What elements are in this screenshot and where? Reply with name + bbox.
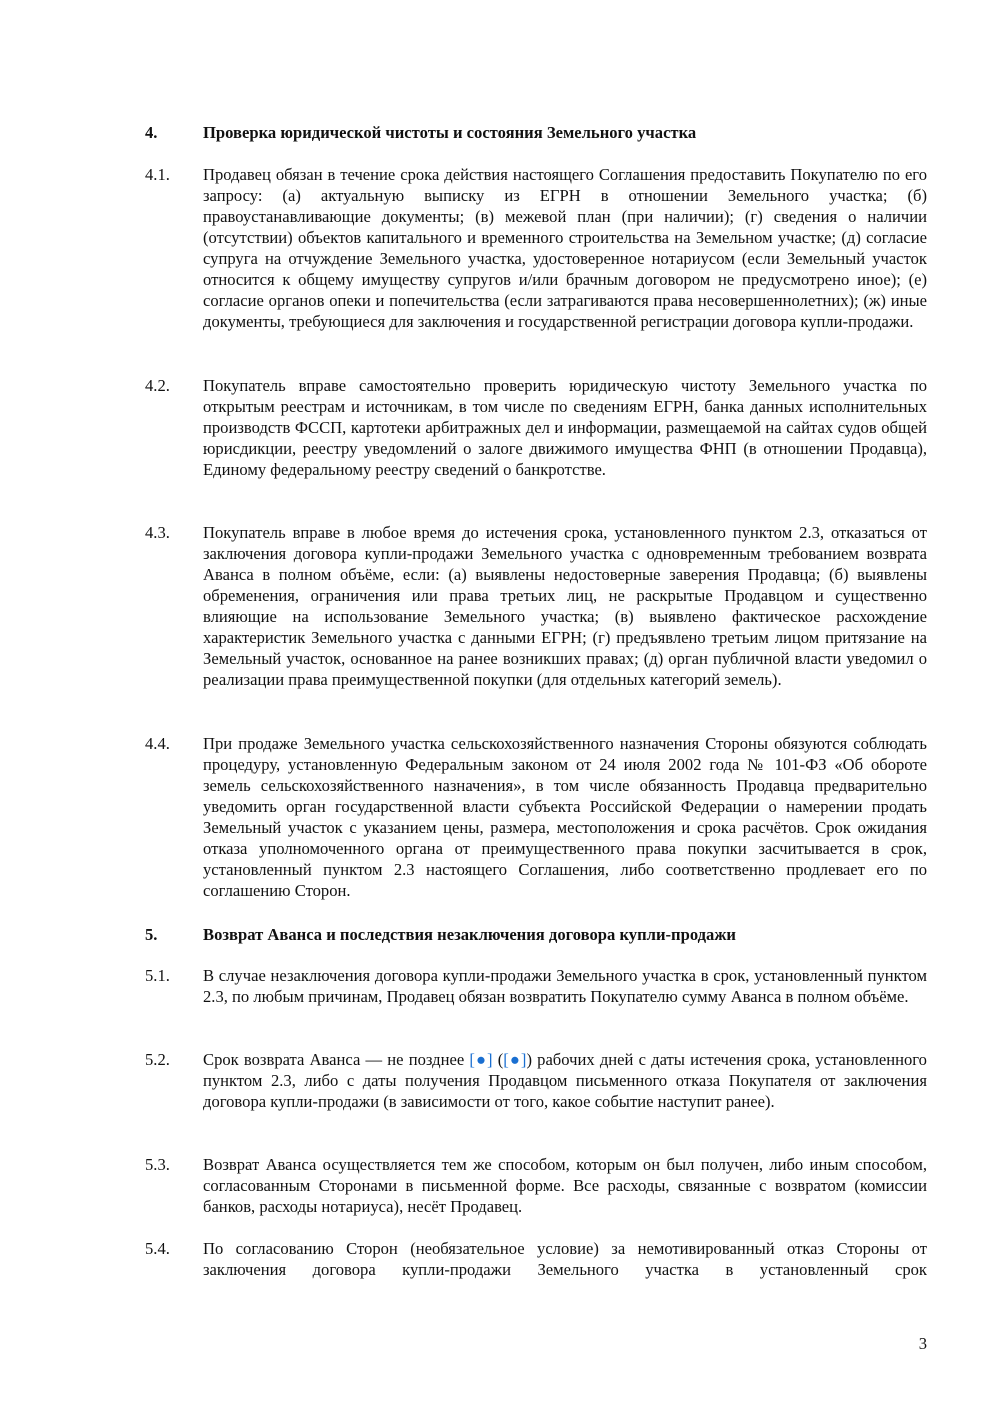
clause-4-2 bbox=[145, 375, 927, 480]
placeholder-field[interactable]: [●] bbox=[503, 1050, 527, 1069]
clause-4-1 bbox=[145, 164, 927, 332]
clause-text-part: ) рабочих дней с даты истечения срока, установленного пунктом 2.3, либо с даты получения Продавцом письменного отказа Покупателя от заключения договора купли-продажи (в зависимости от того, какое событие наступит ранее). bbox=[203, 1050, 927, 1111]
clause-number: 4.1. bbox=[145, 165, 170, 184]
clause-number: 4.2. bbox=[145, 376, 170, 395]
clause-5-4 bbox=[145, 1238, 927, 1280]
clause-5-3 bbox=[145, 1154, 927, 1217]
clause-text: По согласованию Сторон (необязательное условие) за немотивированный отказ Стороны от заключения договора купли-продажи Земельного участка в установленный срок bbox=[203, 1239, 927, 1279]
clause-number: 5.4. bbox=[145, 1239, 170, 1258]
section-4-heading bbox=[145, 122, 927, 143]
section-5-heading bbox=[145, 924, 927, 945]
clause-4-4 bbox=[145, 733, 927, 901]
section-number: 4. bbox=[145, 123, 158, 142]
placeholder-field[interactable]: [●] bbox=[469, 1050, 493, 1069]
clause-4-3 bbox=[145, 522, 927, 690]
clause-text: Продавец обязан в течение срока действия настоящего Соглашения предоставить Покупателю по его запросу: (а) актуальную выписку из ЕГРН в отношении Земельного участка; (б) правоустанавливающие документы; (в) межевой план (при наличии); (г) сведения о наличии (отсутствии) объектов капитального и временного строительства на Земельном участке; (д) согласие супруга на отчуждение Земельного участка, удостоверенное нотариусом (если Земельный участок относится к общему имуществу супругов и/или брачным договором не предусмотрено иное); (е) согласие органов опеки и попечительства (если затрагиваются права несовершеннолетних); (ж) иные документы, требующиеся для заключения и государственной регистрации договора купли-продажи. bbox=[203, 165, 927, 331]
clause-number: 4.4. bbox=[145, 734, 170, 753]
clause-5-1 bbox=[145, 965, 927, 1007]
clause-number: 5.1. bbox=[145, 966, 170, 985]
clause-number: 5.3. bbox=[145, 1155, 170, 1174]
clause-text-part: ( bbox=[492, 1050, 504, 1069]
clause-text: Покупатель вправе самостоятельно проверить юридическую чистоту Земельного участка по открытым реестрам и источникам, в том числе по сведениям ЕГРН, банка данных исполнительных производств ФССП, картотеки арбитражных дел и информации, размещаемой на сайтах судов общей юрисдикции, реестру уведомлений о залоге движимого имущества ФНП (в отношении Продавца), Единому федеральному реестру сведений о банкротстве. bbox=[203, 376, 927, 479]
clause-text: При продаже Земельного участка сельскохозяйственного назначения Стороны обязуются соблюдать процедуру, установленную Федеральным законом от 24 июля 2002 года № 101-ФЗ «Об обороте земель сельскохозяйственного назначения», в том числе обязанность Продавца предварительно уведомить орган государственной власти субъекта Российской Федерации о намерении продать Земельный участок с указанием цены, размера, местоположения и срока расчётов. Срок ожидания отказа уполномоченного органа от преимущественного права покупки засчитывается в срок, установленный пунктом 2.3 настоящего Соглашения, либо соответственно продлевает его по соглашению Сторон. bbox=[203, 734, 927, 900]
clause-5-2 bbox=[145, 1049, 927, 1112]
clause-text: Возврат Аванса осуществляется тем же способом, которым он был получен, либо иным способом, согласованным Сторонами в письменной форме. Все расходы, связанные с возвратом (комиссии банков, расходы нотариуса), несёт Продавец. bbox=[203, 1155, 927, 1216]
clause-number: 5.2. bbox=[145, 1050, 170, 1069]
section-title: Возврат Аванса и последствия незаключения договора купли-продажи bbox=[203, 925, 736, 944]
clause-text bbox=[203, 1049, 927, 1112]
clause-text: В случае незаключения договора купли-продажи Земельного участка в срок, установленный пунктом 2.3, по любым причинам, Продавец обязан возвратить Покупателю сумму Аванса в полном объёме. bbox=[203, 966, 927, 1006]
section-number: 5. bbox=[145, 925, 158, 944]
section-title: Проверка юридической чистоты и состояния Земельного участка bbox=[203, 123, 697, 142]
clause-number: 4.3. bbox=[145, 523, 170, 542]
page-number: 3 bbox=[918, 1334, 927, 1353]
clause-text-part: Срок возврата Аванса — не позднее bbox=[203, 1050, 470, 1069]
clause-text: Покупатель вправе в любое время до истечения срока, установленного пунктом 2.3, отказаться от заключения договора купли-продажи Земельного участка с одновременным требованием возврата Аванса в полном объёме, если: (а) выявлены недостоверные заверения Продавца; (б) выявлены обременения, ограничения или права третьих лиц, не раскрытые Продавцом и существенно влияющие на использование Земельного участка; (в) выявлено фактическое расхождение характеристик Земельного участка с данными ЕГРН; (г) предъявлено третьим лицом притязание на Земельный участок, основанное на ранее возникших правах; (д) орган публичной власти уведомил о реализации права преимущественной покупки (для отдельных категорий земель). bbox=[203, 523, 927, 689]
